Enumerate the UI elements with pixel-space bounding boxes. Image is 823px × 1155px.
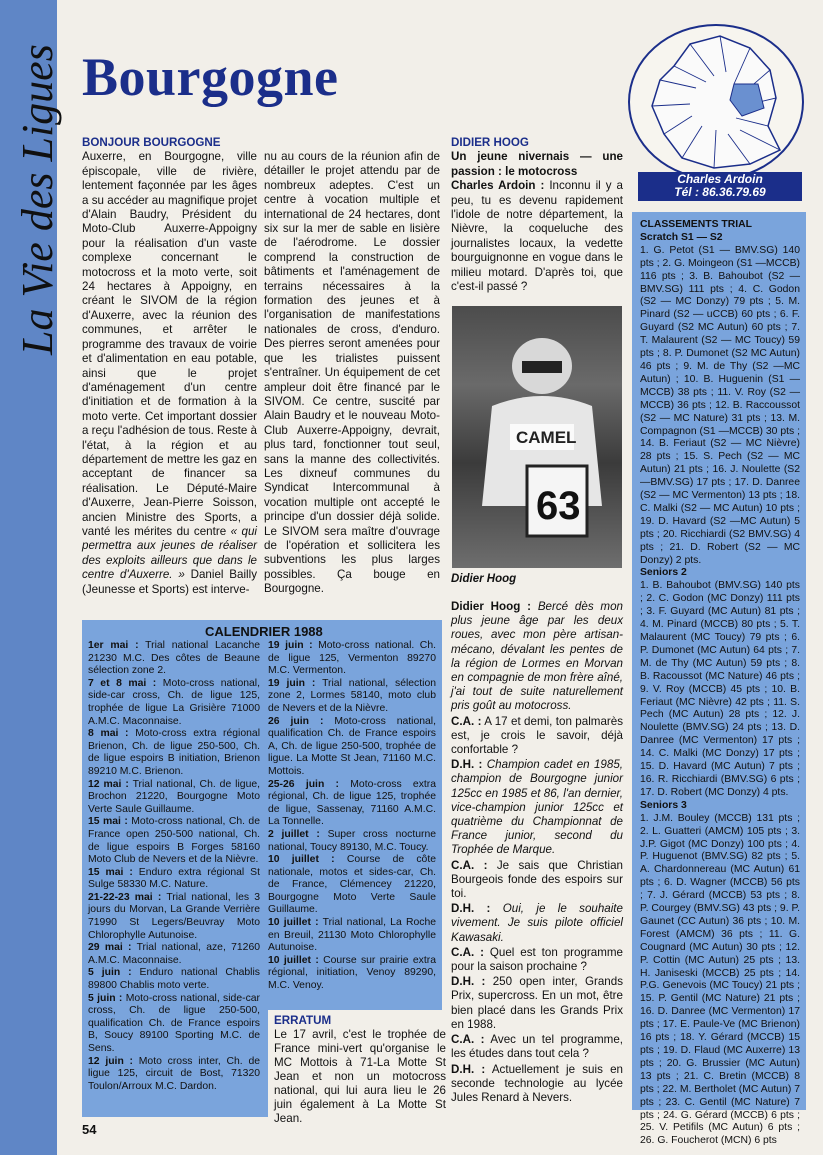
calendar-title: CALENDRIER 1988: [205, 624, 323, 639]
exchange-text: Avec un tel programme, les études dans tout cela ?: [451, 1033, 623, 1061]
calendar-date: 5 juin :: [88, 992, 123, 1004]
svg-text:CAMEL: CAMEL: [516, 428, 577, 447]
calendar-event: Trial national, aze, 71260 A.M.C. Maconnaise.: [88, 942, 261, 966]
calendar-event: Moto-cross national, Ch. de France open 250-500 national, Ch. de ligue espoirs B Forges 58160 Moto Club de Nevers et de la Nièvre.: [88, 816, 260, 866]
classement-results: 1. G. Petot (S1 — BMV.SG) 140 pts ; 2. G. Moingeon (S1 —MCCB) 116 pts ; 3. B. Bahoubot (S2 — BMV.SG) 111 pts ; 4. C. Godon (S2 — MC Donzy) 79 pts ; 5. M. Pinard (S2 — uCCB) 60 pts ; 6. F. Guyard (S2 MC Autun) 60 pts ; 7. T. Malaurent (S2 — MC Toucy) 59 pts ; 8. P. Dumonet (S2 MC Autun) 46 pts ; 9. M. de Thy (S2 —MC Autun) ; 10. B. Huguenin (S1 — MCCB) 38 pts ; 11. V. Roy (S2 — MCCB) 36 pts ; 12. B. Raccoussot (S2 — MC Nature) 31 pts ; 13. M. Compagnon (S1 —MCCB) 30 pts ; 14. B. Feriaut (S2 — MC Nièvre) 28 pts ; 15. S. Pech (S2 — MC Autun) 21 pts ; 16. J. Noulette (S2 —BMV.SG) 17 pts ; 17. D. Danree (S2 — MC Vermenton) 13 pts ; 18. C. Malki (S2 — MC Autun) 10 pts ; 19. D. Havard (S2 —MC Autun) 5 pts ; 20. Ricchiardi (S2 BMV.SG) 4 pts ; 21. D. Robert (S2 — MC Donzy) 2 pts.: [640, 244, 800, 566]
calendar-entry: [88, 816, 260, 866]
interview-exchange: [451, 946, 623, 974]
speaker: Didier Hoog :: [451, 600, 531, 613]
rider-photo: [452, 306, 622, 568]
calendar-date: 10 juillet :: [268, 954, 319, 966]
calendar-entry: [268, 779, 436, 829]
calendar-date: 10 juillet :: [268, 854, 335, 866]
speaker: C.A. :: [451, 945, 484, 959]
speaker: D.H. :: [451, 975, 486, 989]
interview-intro: [451, 179, 623, 294]
contact-phone: Tél : 86.36.79.69: [674, 185, 766, 199]
sidebar-band: [0, 0, 62, 1155]
calendar-date: 21-22-23 mai :: [88, 891, 162, 903]
calendar-entry: [88, 728, 260, 778]
article-body-end: Daniel Bailly (Jeunesse et Sports) est interve-: [82, 568, 257, 596]
calendar-entry: [88, 993, 260, 1056]
calendar-event: Moto-cross extra régional, Ch. de ligue 125, trophée de ligue, Sassenay, 71160 A.M.C. La Tonnelle.: [268, 778, 437, 828]
calendar-date: 29 mai :: [88, 942, 132, 954]
classements-content: [640, 219, 800, 1148]
interview-exchange: [451, 1033, 623, 1061]
calendar-date: 1er mai :: [88, 640, 139, 651]
calendar-date: 25-26 juin :: [268, 778, 340, 790]
speaker: D.H. :: [451, 902, 491, 916]
speaker: Charles Ardoin :: [451, 179, 545, 193]
question-text: Inconnu il y a peu, tu es devenu rapidement l'idole de notre département, la Nièvre, la coqueluche des journalistes locaux, la vedette bourguignonne en vogue dans le milieu motard. D'après toi, que c'est-il passé ?: [451, 179, 623, 294]
article-bonjour-col1: [82, 136, 257, 597]
interview-exchange: [451, 715, 623, 758]
calendar-entry: [268, 678, 436, 716]
speaker: D.H. :: [451, 1062, 486, 1076]
calendar-entry: [88, 942, 260, 967]
interview-exchange: [451, 975, 623, 1032]
exchange-text: Actuellement je suis en seconde technologie au lycée Jules Renard à Nevers.: [451, 1062, 623, 1104]
article-hoog-interview: [451, 600, 623, 1105]
calendar-date: 15 mai :: [88, 866, 133, 878]
calendar-event: Trial national, les 3 jours du Morvan, La Grande Verrière 71990 St Legers/Beuvray Moto Chlorophylle Autunoise.: [88, 891, 261, 941]
speaker: C.A. :: [451, 714, 482, 728]
calendar-entry: [268, 955, 436, 993]
calendar-entry: [88, 892, 260, 942]
calendar-date: 8 mai :: [88, 728, 129, 740]
classement-results: 1. B. Bahoubot (BMV.SG) 140 pts ; 2. C. Godon (MC Donzy) 111 pts ; 3. F. Guyard (MC Autun) 81 pts ; 4. M. Pinard (MCCB) 80 pts ; 5. T. Malaurent (MC Toucy) 79 pts ; 6. P. Dumonet (MC Autun) 64 pts ; 7. M. de Thy (MC Autun) 59 pts ; 8. B. Racoussot (MC Nature) 46 pts ; 9. V. Roy (MCCB) 45 pts ; 10. B. Feriaut (MC Nièvre) 42 pts ; 11. S. Pech (MC Autun) 28 pts ; 12. J. Noulette (BMV.SG) 24 pts ; 13. D. Danree (MC Vermenton) 17 pts ; 14. C. Malki (MC Donzy) 17 pts ; 15. D. Havard (MC Autun) 7 pts ; 16. R. Ricchiardi (BMV.SG) 6 pts ; 17. D. Robert (MC Donzy) 4 pts.: [640, 580, 800, 798]
calendar-date: 12 juin :: [88, 1055, 134, 1067]
calendar-event: Course sur prairie extra régional, initiation, Venoy 89290, M.C. Venoy.: [268, 954, 436, 992]
calendar-date: 15 mai :: [88, 816, 128, 828]
exchange-text: Oui, je le souhaite vivement. Je suis pilote officiel Kawasaki.: [451, 902, 623, 944]
contact-name: Charles Ardoin: [677, 172, 763, 186]
erratum-heading: ERRATUM: [274, 1014, 332, 1027]
classement-heading: Seniors 3: [640, 799, 687, 811]
exchange-text: Quel est ton programme pour la saison prochaine ?: [451, 945, 623, 974]
calendar-event: Trial national Lacanche 21230 M.C. Des côtes de Beaune sélection zone 2.: [88, 640, 261, 677]
article-bonjour-col2: [264, 150, 440, 597]
article-quote: « qui permettra aux jeunes de réaliser des exploits ailleurs que dans le centre d'Auxerre. »: [82, 524, 258, 582]
calendar-date: 19 juin :: [268, 640, 313, 651]
calendar-date: 19 juin :: [268, 677, 316, 689]
speaker: D.H. :: [451, 758, 483, 772]
calendar-event: Moto cross inter, Ch. de ligue 125, circuit de Bost, 71320 Toulon/Arroux M.C. Dardon.: [88, 1055, 260, 1092]
exchange-text: Je sais que Christian Bourgeois fonde des espoirs sur toi.: [451, 858, 623, 901]
answer-text: Bercé dès mon plus jeune âge par les deux roues, avec mon père artisan-mécano, dévalant les pentes de la région de Lormes en Morvan en compagnie de mon frère aîné, j'ai tout de suite naturellement pris goût au motocross.: [451, 600, 623, 713]
calendar-event: Trial national, sélection zone 2, Lormes 58140, moto club de Nevers et de la Nièvre.: [268, 677, 437, 714]
calendar-entry: [268, 829, 436, 854]
calendar-date: 2 juillet :: [268, 828, 320, 840]
calendar-event: Enduro national Chablis 89800 Chablis moto verte.: [88, 967, 260, 992]
article-heading: BONJOUR BOURGOGNE: [82, 136, 221, 149]
article-hoog-intro: [451, 136, 623, 294]
speaker: C.A. :: [451, 858, 488, 872]
calendar-entry: [88, 967, 260, 992]
calendar-event: Super cross nocturne national, Toucy 89130, M.C. Toucy.: [268, 828, 436, 853]
interview-exchange: [451, 902, 623, 945]
classement-heading: Seniors 2: [640, 567, 687, 579]
interview-exchange: [451, 859, 623, 902]
svg-text:63: 63: [536, 484, 581, 528]
calendar-entry: [88, 678, 260, 728]
contact-box: [638, 172, 802, 201]
calendar-entry: [88, 1056, 260, 1094]
interview-answer: [451, 600, 623, 714]
interview-exchange: [451, 758, 623, 857]
calendar-entry: [268, 716, 436, 779]
article-body-continued: nu au cours de la réunion afin de détailler le projet attendu par de nombreux adeptes. C'est un centre à vocation multiple et international de 24 hectares, dont six sur la mer de sable en lisière de l'aérodrome. Le dossier comprend la construction de bâtiments et l'aménagement de terrains nécessaires à la formation des jeunes et à l'organisation de manifestations nationales de cross, d'enduro. Des pierres seront amenées pour que les trialistes puissent s'entraîner. Un équipement de cet ampleur doit être financé par le SIVOM. Ce centre, suscité par Alain Baudry et le nouveau Moto-Club Auxerre-Appoigny, devrait, plus tard, fonctionner tout seul, sans la manne des collectivités. Les dixneuf communes du Syndicat Intercommunal à vocation multiple ont accepté le principe d'un dossier déjà solide. Le SIVOM sera maître d'ouvrage de l'opération et sollicitera les subventions les plus larges possibles. Ça bouge en Bourgogne.: [264, 150, 440, 596]
page-title: Bourgogne: [82, 47, 339, 107]
exchange-text: Champion cadet en 1985, champion de Bourgogne junior 125cc en 1985 et 86, l'an dernier, vice-champion junior 125cc et quatrième du Championnat de France junior, second du Trophée de Marque.: [451, 758, 623, 857]
article-body-text: Auxerre, en Bourgogne, ville épiscopale, ville de rivière, lentement façonnée par les âges a su accéder au magnifique projet d'Alain Baudry, Président du Moto-Club Auxerre-Appoigny pour la réalisation d'un vaste complexe concernant le motocross et la moto verte, soit 24 hectares à Appoigny, en créant le SIVOM de la région d'Auxerre, avec la réunion des communes, et arrêter le programme des travaux de voirie et d'alimentation en eau potable, ainsi que le projet d'aménagement d'un centre d'initiation et de formation à la moto verte. Cet important dossier a reçu l'adhésion de tous. Reste à l'état, à la région et au département de mettre les gaz en acceptant de financer sa réalisation. Le Député-Maire d'Auxerre, Jean-Pierre Soisson, ancien Ministre des Sports, a vanté les mérites du centre: [82, 150, 257, 538]
calendar-event: Course de côte nationale, motos et sides-car, Ch. de France, Clémencey 21220, Bourgogne Moto Verte Saule Guillaume.: [268, 854, 436, 916]
calendar-column-2: [268, 640, 436, 993]
calendar-event: Trial national, Ch. de ligue, Brochon 21220, Bourgogne Moto Verte Saule Guillaume.: [88, 778, 261, 815]
calendar-entry: [268, 854, 436, 917]
calendar-entry: [88, 779, 260, 817]
calendar-event: Moto-cross national, qualification Ch. de France espoirs A, Ch. de ligue 250-500, trophée de ligue. La Motte St Jean, 71160 M.C. Mottois.: [268, 715, 437, 777]
calendar-event: Moto-cross national. Ch. de ligue 125, Vermenton 89270 M.C. Vermenton.: [268, 640, 436, 677]
calendar-entry: [268, 917, 436, 955]
calendar-date: 12 mai :: [88, 778, 129, 790]
calendar-date: 10 juillet :: [268, 917, 319, 929]
interview-exchange: [451, 1063, 623, 1106]
exchange-text: A 17 et demi, ton palmarès est, je crois le savoir, déjà confortable ?: [451, 714, 623, 757]
calendar-event: Trial national, La Roche en Breuil, 21130 Moto Chlorophylle Autunoise.: [268, 917, 436, 954]
calendar-event: Moto-cross national, side-car cross, Ch. de ligue 125, trophée de ligue La Grisière 71000 A.M.C. Maconnaise.: [88, 677, 260, 727]
classement-results: 1. J.M. Bouley (MCCB) 131 pts ; 2. L. Guatteri (AMCM) 105 pts ; 3. J.P. Gigot (MC Donzy) 100 pts ; 4. P. Huguenot (BMV.SG) 82 pts ; 5. A. Chardonnereau (MC Autun) 61 pts ; 6. D. Wagner (MCCB) 56 pts ; 7. J. Gérard (MCCB) 53 pts ; 8. P. Courgey (BMV.SG) 43 pts ; 9. P. Gaunet (CC Autun) 36 pts ; 10. M. Forest (AMCM) 36 pts ; 11. G. Cougnard (MC Autun) 30 pts ; 12. P. Cottin (MC Autun) 25 pts ; 13. H. Janiseski (MCCB) 25 pts ; 14. P.G. Genevois (MC Toucy) 21 pts ; 15. P. Gentil (MC Nature) 21 pts ; 16. D. Danree (MC Vermenton) 17 pts ; 17. E. Paule-Ve (MC Brienon) 16 pts ; 18. Y. Gérard (MCCB) 15 pts ; 19. D. Flaud (MC Auxerre) 13 pts ; 20. G. Brussier (MC Autun) 13 pts ; 21. C. Bretin (MCCB) 8 pts ; 22. M. Bertholet (MC Autun) 7 pts ; 23. C. Gentil (MC Nature) 7 pts ; 24. G. Gérard (MCCB) 6 pts ; 25. V. Petifils (MC Autun) 6 pts ; 26. G. Foucherot (MCN) 6 pts: [640, 812, 800, 1147]
article-heading: DIDIER HOOG: [451, 136, 529, 149]
calendar-date: 5 juin :: [88, 967, 132, 979]
erratum-box: [268, 1010, 450, 1125]
interview-qa-list: [451, 715, 623, 1105]
photo-caption: Didier Hoog: [451, 573, 517, 585]
calendar-entry: [268, 640, 436, 678]
article-subheading: Un jeune nivernais — une passion : le motocross: [451, 150, 623, 178]
exchange-text: 250 open inter, Grands Prix, supercross. En un mot, être bien placé dans les Grands Prix en 1988.: [451, 975, 623, 1031]
calendar-entry: [88, 640, 260, 678]
calendar-date: 26 juin :: [268, 715, 324, 727]
calendar-event: Moto-cross extra régional Brienon, Ch. de ligue 250-500, Ch. de ligue espoirs B initiation, Brienon 89210 M.C. Brienon.: [88, 728, 260, 777]
france-map-icon: [630, 26, 802, 178]
article-body: [82, 150, 257, 597]
france-map: [628, 24, 804, 180]
classement-heading: Scratch S1 — S2: [640, 231, 723, 243]
page-number: 54: [82, 1122, 97, 1137]
calendar-date: 7 et 8 mai :: [88, 677, 157, 689]
calendar-event: Enduro extra régional St Sulge 58330 M.C. Nature.: [88, 866, 260, 891]
motocross-rider-image: [452, 306, 622, 568]
erratum-text: Le 17 avril, c'est le trophée de France mini-vert qu'organise le MC Mottois à 71-La Motte St Jean et non un motocross national, qui lui aura lieu le 26 juin également à La Motte St Jean.: [274, 1028, 446, 1125]
section-title: La Vie des Ligues: [13, 44, 62, 355]
calendar-entry: [88, 867, 260, 892]
calendar-event: Moto-cross national, side-car cross, Ch. de ligue 250-500, qualification Ch. de France espoirs B, Soucy 89100 Sporting M.C. de Sens.: [88, 992, 261, 1054]
speaker: C.A. :: [451, 1033, 485, 1047]
classements-title: CLASSEMENTS TRIAL: [640, 219, 752, 230]
calendar-column-1: [88, 640, 260, 1093]
